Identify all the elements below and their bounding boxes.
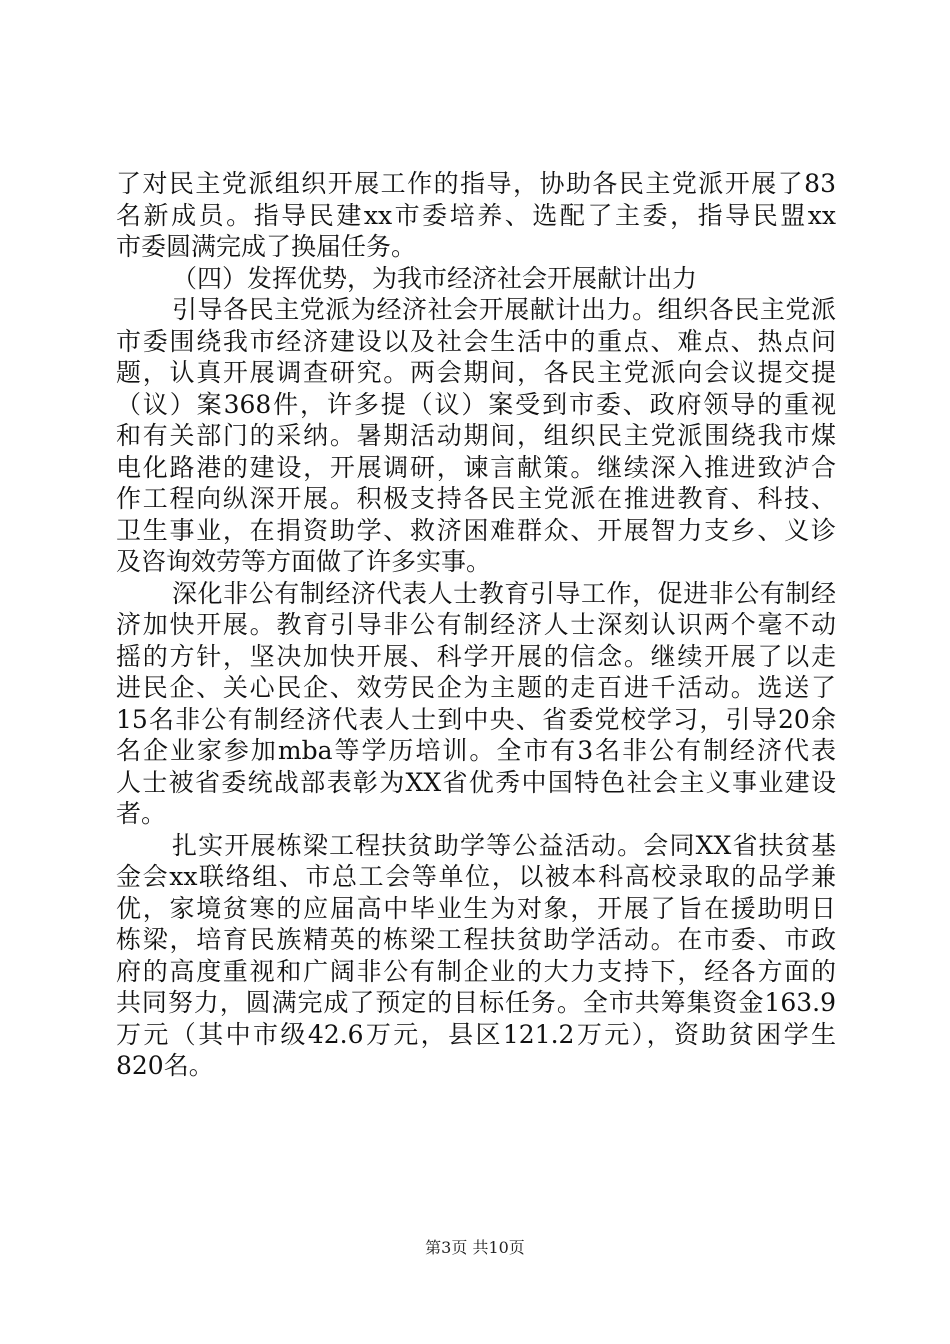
body-line: 进民企、关心民企、效劳民企为主题的走百进千活动。选送了 xyxy=(116,673,836,702)
body-line: 及咨询效劳等方面做了许多实事。 xyxy=(116,547,492,576)
body-line: 人士被省委统战部表彰为XX省优秀中国特色社会主义事业建设 xyxy=(116,768,836,797)
body-line: 共同努力，圆满完成了预定的目标任务。全市共筹集资金163.9 xyxy=(116,988,836,1017)
body-line: 摇的方针，坚决加快开展、科学开展的信念。继续开展了以走 xyxy=(116,642,836,671)
body-line: 引导各民主党派为经济社会开展献计出力。组织各民主党派 xyxy=(172,295,836,324)
body-line: 府的高度重视和广阔非公有制企业的大力支持下，经各方面的 xyxy=(116,957,836,986)
body-line: 电化路港的建设，开展调研，谏言献策。继续深入推进致泸合 xyxy=(116,453,836,482)
body-line: （议）案368件，许多提（议）案受到市委、政府领导的重视 xyxy=(116,390,836,419)
body-line: 了对民主党派组织开展工作的指导，协助各民主党派开展了83 xyxy=(116,169,836,198)
body-line: 济加快开展。教育引导非公有制经济人士深刻认识两个毫不动 xyxy=(116,610,836,639)
body-line: 题，认真开展调查研究。两会期间，各民主党派向会议提交提 xyxy=(116,358,836,387)
body-line: 者。 xyxy=(116,799,167,828)
section-heading-4: （四）发挥优势，为我市经济社会开展献计出力 xyxy=(172,264,698,293)
body-line: 作工程向纵深开展。积极支持各民主党派在推进教育、科技、 xyxy=(116,484,836,513)
body-line: 深化非公有制经济代表人士教育引导工作，促进非公有制经 xyxy=(172,579,836,608)
page-number-footer: 第3页 共10页 xyxy=(425,1238,525,1257)
body-line: 市委围绕我市经济建设以及社会生活中的重点、难点、热点问 xyxy=(116,327,836,356)
body-line: 15名非公有制经济代表人士到中央、省委党校学习，引导20余 xyxy=(116,705,836,734)
body-line: 市委圆满完成了换届任务。 xyxy=(116,232,417,261)
body-line: 和有关部门的采纳。暑期活动期间，组织民主党派围绕我市煤 xyxy=(116,421,836,450)
body-line: 名企业家参加mba等学历培训。全市有3名非公有制经济代表 xyxy=(116,736,836,765)
body-line: 栋梁，培育民族精英的栋梁工程扶贫助学活动。在市委、市政 xyxy=(116,925,836,954)
body-line: 820名。 xyxy=(116,1051,214,1080)
body-line: 万元（其中市级42.6万元，县区121.2万元），资助贫困学生 xyxy=(116,1020,836,1049)
body-line: 卫生事业，在捐资助学、救济困难群众、开展智力支乡、义诊 xyxy=(116,516,836,545)
body-line: 扎实开展栋梁工程扶贫助学等公益活动。会同XX省扶贫基 xyxy=(172,831,836,860)
body-line: 名新成员。指导民建xx市委培养、选配了主委，指导民盟xx xyxy=(116,201,836,230)
body-line: 金会xx联络组、市总工会等单位，以被本科高校录取的品学兼 xyxy=(116,862,836,891)
body-line: 优，家境贫寒的应届高中毕业生为对象，开展了旨在援助明日 xyxy=(116,894,836,923)
